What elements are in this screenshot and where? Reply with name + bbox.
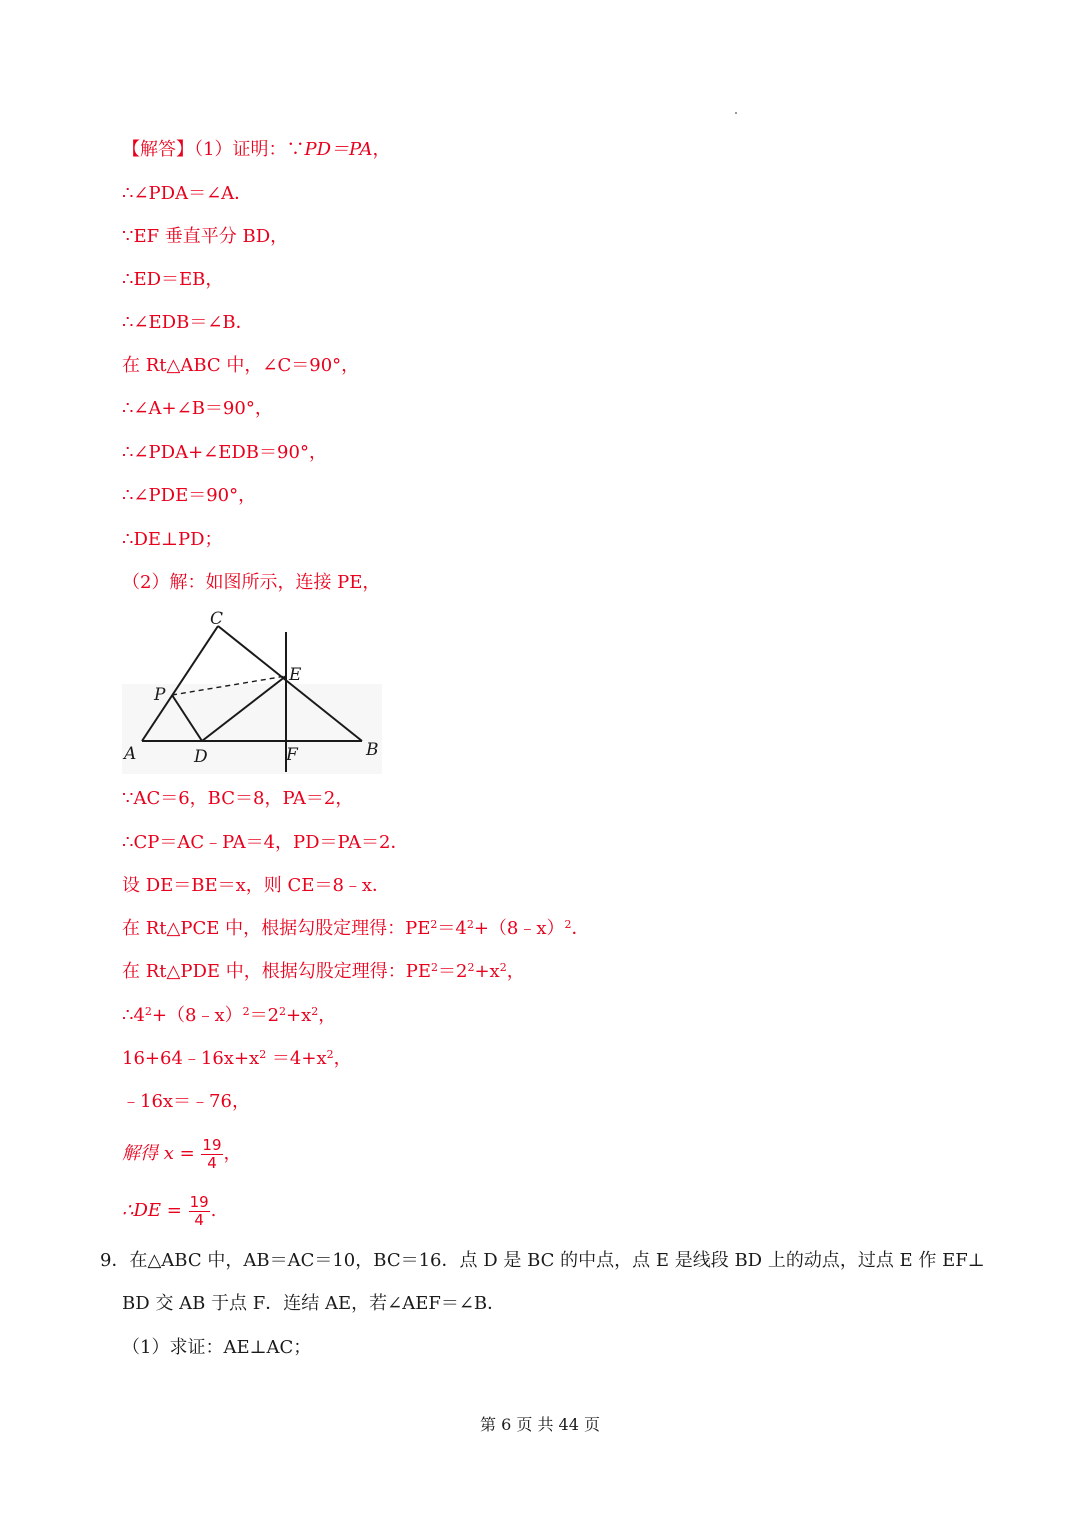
- solution-line-20: [122, 1134, 242, 1174]
- text-segment: ，: [506, 961, 525, 982]
- triangle-diagram: [118, 604, 388, 774]
- text-segment: ，: [318, 1005, 337, 1026]
- solution-line-11: （2）解：如图所示，连接 PE，: [122, 572, 381, 593]
- numerator: 19: [202, 1135, 222, 1154]
- text-segment: 在 Rt△PCE 中，根据勾股定理得：PE: [122, 918, 431, 939]
- label-c: C: [210, 609, 224, 629]
- solution-line-1: [122, 138, 390, 162]
- exponent: 2: [259, 1048, 267, 1061]
- label-f: F: [286, 745, 298, 765]
- text-segment: ＝2: [438, 961, 468, 982]
- solution-line-13: ∴CP＝AC﹣PA＝4，PD＝PA＝2．: [122, 832, 409, 853]
- fraction-19-over-4: [189, 1194, 210, 1229]
- text-segment: .: [210, 1200, 217, 1221]
- text-segment: +x: [474, 961, 500, 982]
- exponent: 2: [430, 918, 438, 931]
- denominator: 4: [194, 1210, 204, 1229]
- text-segment: 16+64﹣16x+x: [122, 1048, 260, 1069]
- denominator: 4: [207, 1153, 217, 1172]
- solution-line-10: ∴DE⊥PD；: [122, 529, 223, 550]
- text-segment: ＝4+x: [266, 1048, 327, 1069]
- exponent: 2: [564, 918, 572, 931]
- text-segment: +（8﹣x）: [473, 918, 565, 939]
- page-footer: 第 6 页 共 44 页: [480, 1415, 600, 1434]
- label-b: B: [366, 740, 379, 760]
- label-a: A: [124, 744, 137, 764]
- exponent: 2: [311, 1005, 319, 1018]
- solution-line-8: ∴∠PDA+∠EDB＝90°，: [122, 442, 327, 463]
- solution-line-3: ∵EF 垂直平分 BD，: [122, 226, 289, 247]
- solution-line-12: ∵AC＝6，BC＝8，PA＝2，: [122, 788, 354, 809]
- exponent: 2: [326, 1048, 334, 1061]
- text-segment: ．: [571, 918, 590, 939]
- numerator: 19: [189, 1192, 209, 1211]
- solution-line-15: [122, 917, 590, 941]
- exponent: 2: [242, 1005, 250, 1018]
- solution-line-21: [122, 1191, 216, 1231]
- text-segment: ∴DE =: [122, 1200, 182, 1221]
- text-segment: ，: [333, 1048, 352, 1069]
- exponent: 2: [499, 961, 507, 974]
- problem9-line-2: BD 交 AB 于点 F．连结 AE，若∠AEF＝∠B．: [122, 1293, 506, 1314]
- text-segment: （1）证明：∵: [194, 139, 305, 160]
- label-p: P: [154, 685, 166, 705]
- problem9-line-1: 9．在△ABC 中，AB＝AC＝10，BC＝16．点 D 是 BC 的中点，点 E 是线段 BD 上的动点，过点 E 作 EF⊥: [100, 1250, 985, 1271]
- solution-line-5: ∴∠EDB＝∠B．: [122, 312, 254, 333]
- stray-dot: [735, 112, 737, 114]
- label-e: E: [289, 665, 302, 685]
- text-segment: +x: [286, 1005, 312, 1026]
- exponent: 2: [144, 1005, 152, 1018]
- solution-line-18: [122, 1047, 352, 1071]
- exponent: 2: [466, 918, 474, 931]
- solution-line-2: ∴∠PDA＝∠A．: [122, 183, 253, 204]
- text-segment: +（8﹣x）: [151, 1005, 243, 1026]
- solution-line-7: ∴∠A+∠B＝90°，: [122, 398, 273, 419]
- solution-line-6: 在 Rt△ABC 中，∠C＝90°，: [122, 355, 360, 376]
- math-segment: PD＝PA: [304, 139, 373, 160]
- text-segment: 在 Rt△PDE 中，根据勾股定理得：PE: [122, 961, 432, 982]
- fraction-19-over-4: [201, 1137, 222, 1172]
- answer-heading: 【解答】: [122, 139, 194, 160]
- text-segment: 解得 x =: [122, 1143, 195, 1164]
- solution-line-16: [122, 960, 525, 984]
- problem9-line-3: （1）求证：AE⊥AC；: [122, 1337, 312, 1358]
- exponent: 2: [467, 961, 475, 974]
- label-d: D: [194, 747, 208, 767]
- solution-line-14: 设 DE＝BE＝x，则 CE＝8﹣x．: [122, 875, 391, 896]
- text-segment: ∴4: [122, 1005, 145, 1026]
- text-segment: ，: [372, 139, 391, 160]
- solution-line-19: ﹣16x＝﹣76，: [122, 1091, 250, 1112]
- solution-line-9: ∴∠PDE＝90°，: [122, 485, 257, 506]
- text-segment: ＝4: [437, 918, 467, 939]
- text-segment: ＝2: [249, 1005, 280, 1026]
- text-segment: ，: [223, 1143, 242, 1164]
- solution-line-17: [122, 1004, 336, 1028]
- solution-line-4: ∴ED＝EB，: [122, 269, 224, 290]
- exponent: 2: [279, 1005, 287, 1018]
- exponent: 2: [431, 961, 439, 974]
